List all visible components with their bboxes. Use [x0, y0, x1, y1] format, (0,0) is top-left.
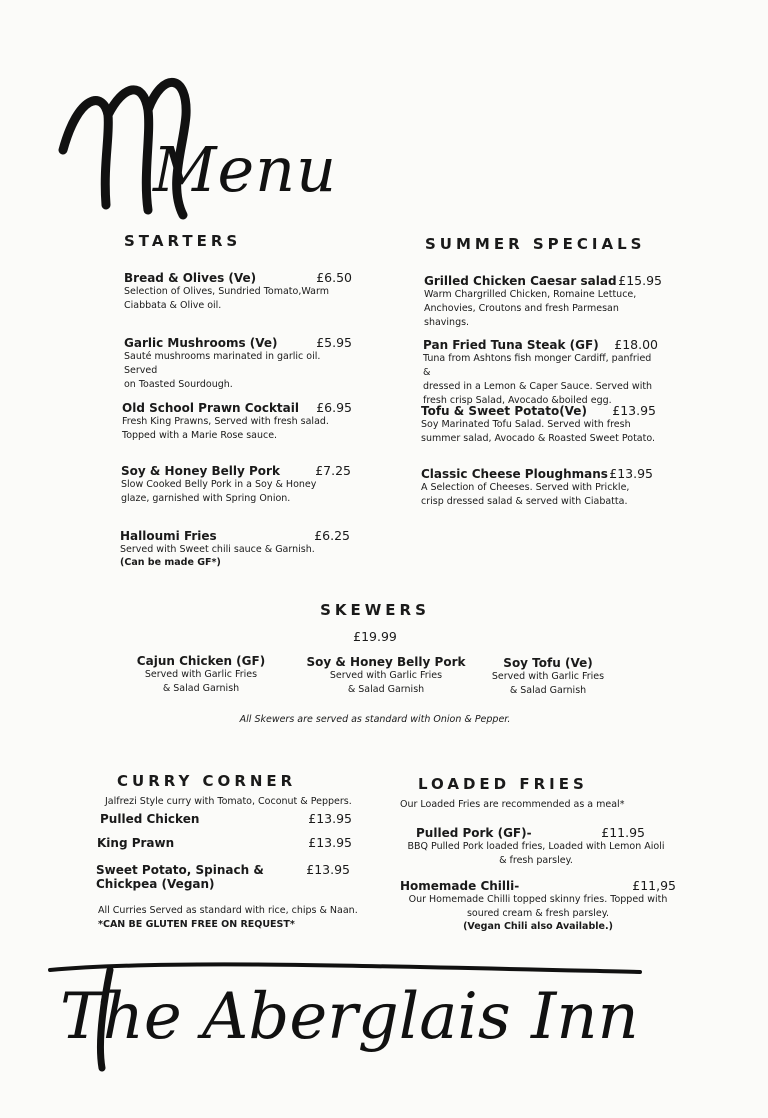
skewer-item: Soy & Honey Belly Pork Served with Garlic Fries & Salad Garnish [306, 655, 466, 695]
skewers-note: All Skewers are served as standard with Onion & Pepper. [239, 714, 511, 725]
skewers-heading: SKEWERS [320, 601, 430, 619]
curry-item: Sweet Potato, Spinach & Chickpea (Vegan) £13.95 [96, 862, 350, 891]
loaded-fries-intro: Our Loaded Fries are recommended as a meal* [400, 799, 625, 810]
curry-gf-note: *CAN BE GLUTEN FREE ON REQUEST* [98, 919, 295, 930]
loaded-fries-heading: LOADED FRIES [418, 775, 588, 793]
skewer-item: Cajun Chicken (GF) Served with Garlic Fries & Salad Garnish [136, 654, 266, 694]
starter-item: Soy & Honey Belly Pork £7.25 Slow Cooked Belly Pork in a Soy & Honey glaze, garnished with Spring Onion. [121, 463, 351, 504]
fries-item: Homemade Chilli- £11,95 Our Homemade Chilli topped skinny fries. Topped with soured cream & fresh parsley. (Vegan Chili also Available.) [400, 878, 676, 932]
curry-intro: Jalfrezi Style curry with Tomato, Coconut & Peppers. [105, 796, 352, 807]
starter-item: Old School Prawn Cocktail £6.95 Fresh King Prawns, Served with fresh salad. Topped with a Marie Rose sauce. [122, 400, 352, 441]
starter-item: Halloumi Fries £6.25 Served with Sweet chili sauce & Garnish. (Can be made GF*) [120, 528, 350, 568]
footer-brand: The Aberglais Inn [40, 950, 660, 1080]
starter-item: Bread & Olives (Ve) £6.50 Selection of Olives, Sundried Tomato,Warm Ciabbata & Olive oil. [124, 270, 352, 311]
curry-footer: All Curries Served as standard with rice, chips & Naan. [98, 905, 358, 916]
curry-item: King Prawn £13.95 [97, 835, 352, 850]
special-item: Pan Fried Tuna Steak (GF) £18.00 Tuna from Ashtons fish monger Cardiff, panfried & dressed in a Lemon & Caper Sauce. Served with fresh crisp Salad, Avocado &boiled egg. [423, 337, 658, 406]
menu-title: Menu [48, 55, 348, 225]
summer-specials-heading: SUMMER SPECIALS [425, 235, 646, 253]
curry-corner-heading: CURRY CORNER [117, 772, 297, 790]
skewer-item: Soy Tofu (Ve) Served with Garlic Fries & Salad Garnish [491, 656, 605, 696]
special-item: Tofu & Sweet Potato(Ve) £13.95 Soy Marinated Tofu Salad. Served with fresh summer salad, Avocado & Roasted Sweet Potato. [421, 403, 656, 444]
fries-item: Pulled Pork (GF)- £11.95 BBQ Pulled Pork loaded fries, Loaded with Lemon Aioli & fresh parsley. [407, 825, 665, 866]
starter-item: Garlic Mushrooms (Ve) £5.95 Sauté mushrooms marinated in garlic oil. Served on Toasted Sourdough. [124, 335, 352, 390]
curry-item: Pulled Chicken £13.95 [100, 811, 352, 826]
starters-heading: STARTERS [124, 232, 242, 250]
skewers-price: £19.99 [353, 629, 397, 644]
special-item: Grilled Chicken Caesar salad £15.95 Warm Chargrilled Chicken, Romaine Lettuce, Anchovies, Croutons and fresh Parmesan shavings. [424, 273, 662, 328]
special-item: Classic Cheese Ploughmans £13.95 A Selection of Cheeses. Served with Prickle, crisp dressed salad & served with Ciabatta. [421, 466, 653, 507]
